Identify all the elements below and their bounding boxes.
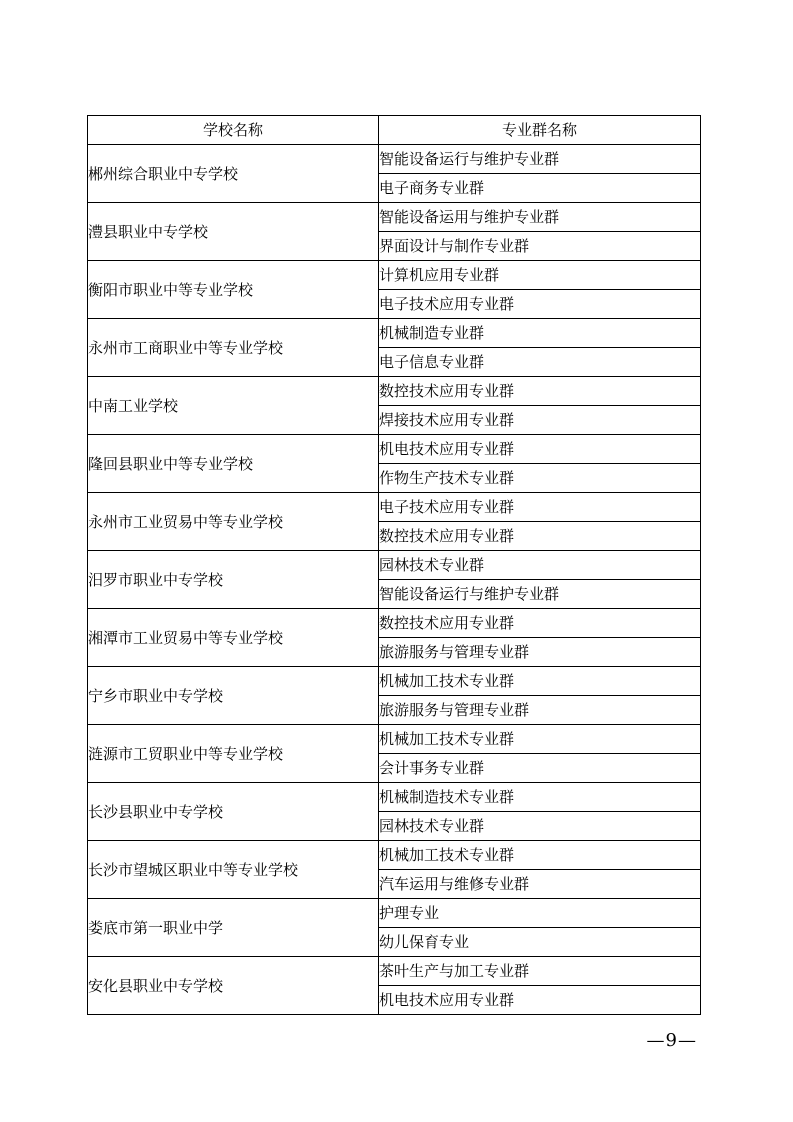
program-group-cell: 机械制造专业群 <box>379 319 701 348</box>
program-group-cell: 智能设备运用与维护专业群 <box>379 203 701 232</box>
school-name-cell: 永州市工商职业中等专业学校 <box>88 319 379 377</box>
table-row <box>88 841 701 870</box>
program-group-cell: 机械制造技术专业群 <box>379 783 701 812</box>
table-row <box>88 957 701 986</box>
school-name-cell: 澧县职业中专学校 <box>88 203 379 261</box>
school-name-cell: 娄底市第一职业中学 <box>88 899 379 957</box>
program-group-cell: 茶叶生产与加工专业群 <box>379 957 701 986</box>
school-name-cell: 郴州综合职业中专学校 <box>88 145 379 203</box>
table-row <box>88 609 701 638</box>
table-row <box>88 725 701 754</box>
table-header-row <box>88 116 701 145</box>
program-group-cell: 会计事务专业群 <box>379 754 701 783</box>
table-row <box>88 319 701 348</box>
program-group-cell: 护理专业 <box>379 899 701 928</box>
program-group-cell: 电子信息专业群 <box>379 348 701 377</box>
table-row <box>88 203 701 232</box>
table-row <box>88 377 701 406</box>
school-name-cell: 涟源市工贸职业中等专业学校 <box>88 725 379 783</box>
school-name-cell: 衡阳市职业中等专业学校 <box>88 261 379 319</box>
table-row <box>88 493 701 522</box>
table-row <box>88 551 701 580</box>
program-group-cell: 界面设计与制作专业群 <box>379 232 701 261</box>
table-row <box>88 145 701 174</box>
school-name-cell: 永州市工业贸易中等专业学校 <box>88 493 379 551</box>
page-number: —9— <box>646 1030 697 1051</box>
school-name-cell: 中南工业学校 <box>88 377 379 435</box>
program-group-cell: 作物生产技术专业群 <box>379 464 701 493</box>
school-name-cell: 隆回县职业中等专业学校 <box>88 435 379 493</box>
table-body <box>88 145 701 1015</box>
program-group-cell: 焊接技术应用专业群 <box>379 406 701 435</box>
program-group-cell: 电子技术应用专业群 <box>379 290 701 319</box>
program-group-cell: 幼儿保育专业 <box>379 928 701 957</box>
school-name-cell: 汨罗市职业中专学校 <box>88 551 379 609</box>
program-group-cell: 机电技术应用专业群 <box>379 435 701 464</box>
school-name-cell: 湘潭市工业贸易中等专业学校 <box>88 609 379 667</box>
table-row <box>88 667 701 696</box>
program-group-cell: 机械加工技术专业群 <box>379 667 701 696</box>
program-group-cell: 电子商务专业群 <box>379 174 701 203</box>
program-group-cell: 园林技术专业群 <box>379 551 701 580</box>
table-row <box>88 899 701 928</box>
program-group-cell: 数控技术应用专业群 <box>379 377 701 406</box>
school-program-table <box>87 115 701 1015</box>
program-group-cell: 旅游服务与管理专业群 <box>379 696 701 725</box>
program-group-cell: 数控技术应用专业群 <box>379 522 701 551</box>
table-row <box>88 435 701 464</box>
program-group-cell: 数控技术应用专业群 <box>379 609 701 638</box>
school-name-cell: 安化县职业中专学校 <box>88 957 379 1015</box>
program-group-cell: 机械加工技术专业群 <box>379 725 701 754</box>
program-group-cell: 机电技术应用专业群 <box>379 986 701 1015</box>
school-name-cell: 长沙市望城区职业中等专业学校 <box>88 841 379 899</box>
table-row <box>88 261 701 290</box>
school-name-cell: 宁乡市职业中专学校 <box>88 667 379 725</box>
program-group-cell: 电子技术应用专业群 <box>379 493 701 522</box>
school-name-cell: 长沙县职业中专学校 <box>88 783 379 841</box>
school-name-header: 学校名称 <box>88 116 379 145</box>
program-group-cell: 智能设备运行与维护专业群 <box>379 580 701 609</box>
program-group-cell: 机械加工技术专业群 <box>379 841 701 870</box>
program-group-cell: 旅游服务与管理专业群 <box>379 638 701 667</box>
program-group-cell: 园林技术专业群 <box>379 812 701 841</box>
program-group-cell: 汽车运用与维修专业群 <box>379 870 701 899</box>
program-group-cell: 智能设备运行与维护专业群 <box>379 145 701 174</box>
program-group-cell: 计算机应用专业群 <box>379 261 701 290</box>
table-row <box>88 783 701 812</box>
program-group-header: 专业群名称 <box>379 116 701 145</box>
